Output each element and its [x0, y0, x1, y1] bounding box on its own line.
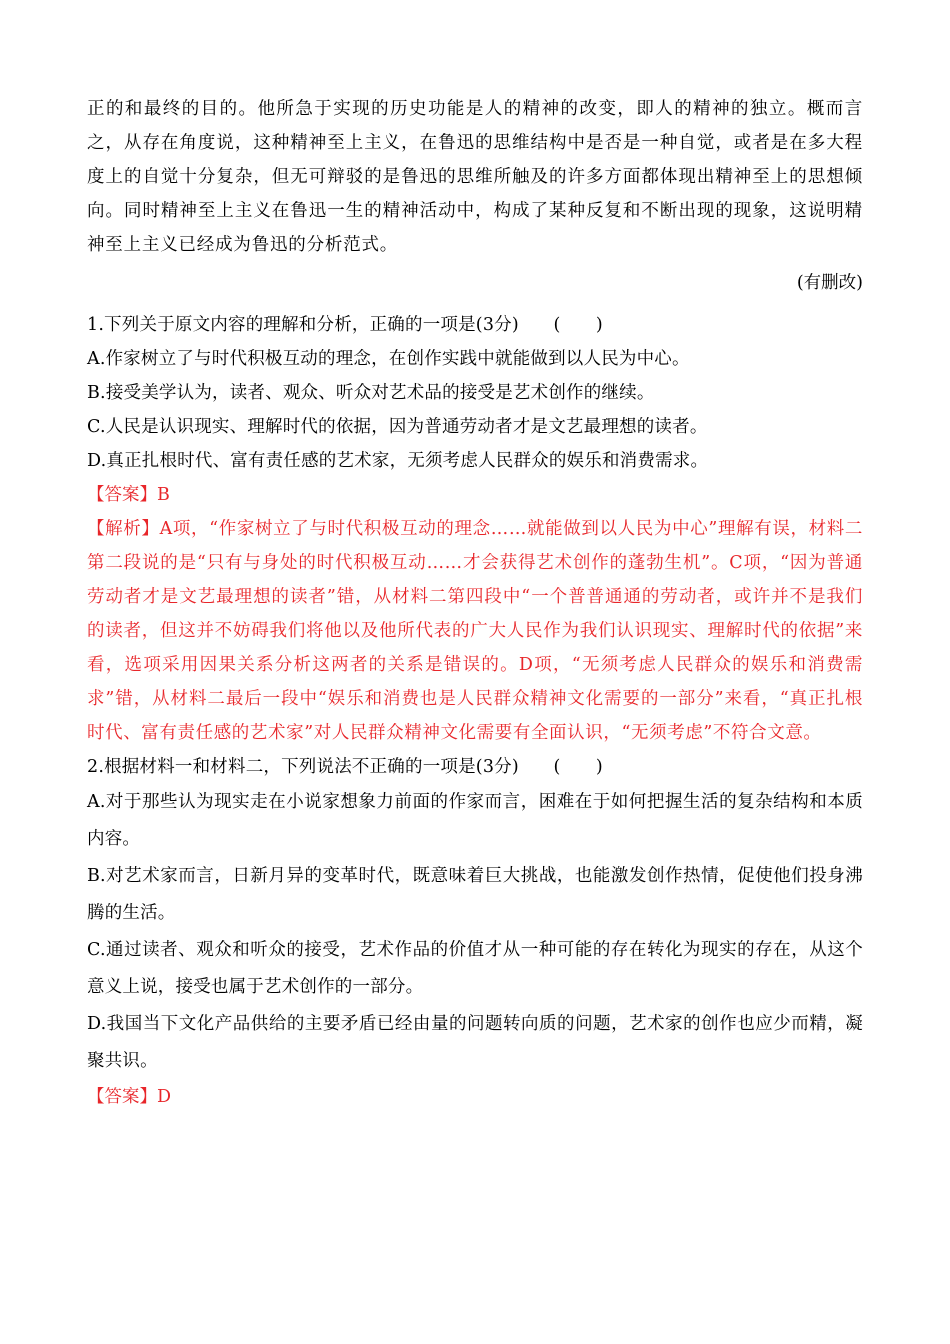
question-2 — [87, 750, 863, 1114]
question-1-option-a: A.作家树立了与时代积极互动的理念，在创作实践中就能做到以人民为中心。 — [87, 349, 690, 369]
document-page — [87, 92, 863, 1114]
question-2-blank: ( ) — [553, 757, 603, 777]
analysis-label: 【解析】 — [87, 519, 160, 539]
answer-value: D — [157, 1087, 172, 1107]
question-1-option-b: B.接受美学认为，读者、观众、听众对艺术品的接受是艺术创作的继续。 — [87, 383, 655, 403]
question-1-blank: ( ) — [553, 315, 603, 335]
question-1-option-c: C.人民是认识现实、理解时代的依据，因为普通劳动者才是文艺最理想的读者。 — [87, 417, 708, 437]
question-1-stem — [87, 308, 863, 342]
question-2-option-a: A.对于那些认为现实走在小说家想象力前面的作家而言，困难在于如何把握生活的复杂结构和本质内容。 — [87, 792, 863, 849]
passage-text: 正的和最终的目的。他所急于实现的历史功能是人的精神的改变，即人的精神的独立。概而言之，从存在角度说，这种精神至上主义，在鲁迅的思维结构中是否是一种自觉，或者是在多大程度上的自觉十分复杂，但无可辩驳的是鲁迅的思维所触及的许多方面都体现出精神至上的思想倾向。同时精神至上主义在鲁迅一生的精神活动中，构成了某种反复和不断出现的现象，这说明精神至上主义已经成为鲁迅的分析范式。 — [87, 99, 863, 255]
question-2-option-c: C.通过读者、观众和听众的接受，艺术作品的价值才从一种可能的存在转化为现实的存在，从这个意义上说，接受也属于艺术创作的一部分。 — [87, 940, 863, 997]
answer-label: 【答案】 — [87, 485, 157, 505]
question-2-answer — [87, 1080, 863, 1114]
question-1-stem-text: 1.下列关于原文内容的理解和分析，正确的一项是(3分) — [87, 315, 519, 335]
question-1-answer — [87, 478, 863, 512]
question-2-stem-text: 2.根据材料一和材料二，下列说法不正确的一项是(3分) — [87, 757, 519, 777]
question-1-option-d: D.真正扎根时代、富有责任感的艺术家，无须考虑人民群众的娱乐和消费需求。 — [87, 451, 709, 471]
question-2-option-b: B.对艺术家而言，日新月异的变革时代，既意味着巨大挑战，也能激发创作热情，促使他们投身沸腾的生活。 — [87, 866, 863, 923]
answer-label: 【答案】 — [87, 1087, 157, 1107]
source-note: (有删改) — [796, 273, 863, 293]
question-1-analysis — [87, 512, 863, 750]
question-2-stem — [87, 750, 863, 784]
analysis-text: A项，“作家树立了与时代积极互动的理念……就能做到以人民为中心”理解有误，材料二第二段说的是“只有与身处的时代积极互动……才会获得艺术创作的蓬勃生机”。C项，“因为普通劳动者才是文艺最理想的读者”错，从材料二第四段中“一个普普通通的劳动者，或许并不是我们的读者，但这并不妨碍我们将他以及他所代表的广大人民作为我们认识现实、理解时代的依据”来看，选项采用因果关系分析这两者的关系是错误的。D项，“无须考虑人民群众的娱乐和消费需求”错，从材料二最后一段中“娱乐和消费也是人民群众精神文化需要的一部分”来看，“真正扎根时代、富有责任感的艺术家”对人民群众精神文化需要有全面认识，“无须考虑”不符合文意。 — [87, 519, 864, 743]
question-1 — [87, 308, 863, 750]
question-2-option-d: D.我国当下文化产品供给的主要矛盾已经由量的问题转向质的问题，艺术家的创作也应少而精，凝聚共识。 — [87, 1014, 863, 1071]
answer-value: B — [157, 485, 170, 505]
